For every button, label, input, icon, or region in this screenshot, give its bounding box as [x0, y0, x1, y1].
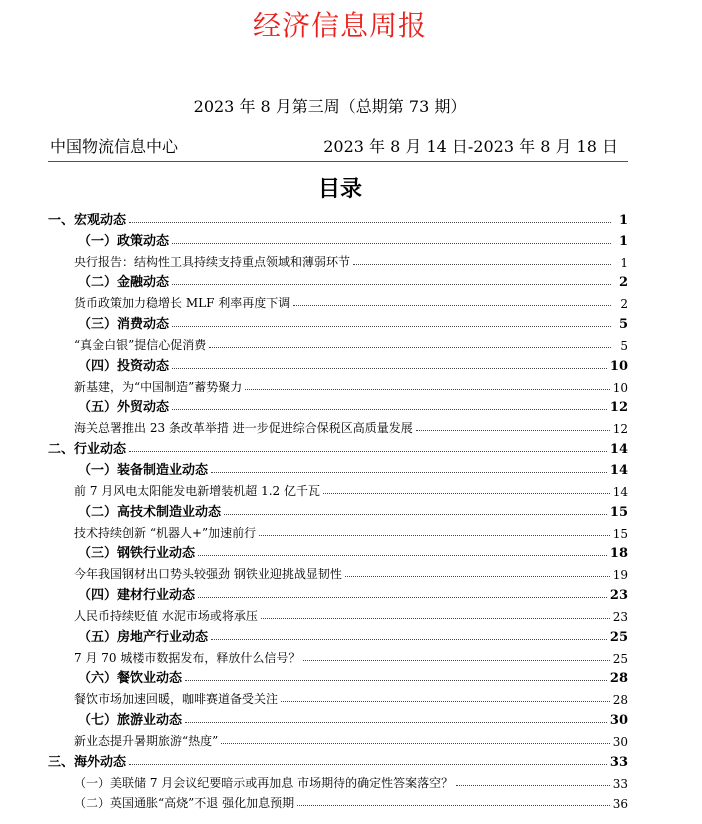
toc-entry[interactable]: [48, 666, 628, 687]
toc-entry-title: 一、宏观动态: [48, 212, 127, 228]
toc-entry[interactable]: [48, 624, 628, 645]
toc-dot-leader: [185, 722, 607, 723]
toc-page-number: 25: [609, 629, 628, 645]
toc-dot-leader: [281, 701, 610, 702]
header-divider: [48, 161, 628, 162]
toc-page-number: 33: [609, 754, 628, 770]
toc-dot-leader: [456, 785, 610, 786]
toc-dot-leader: [303, 660, 609, 661]
toc-page-number: 14: [609, 442, 628, 458]
toc-entry[interactable]: [48, 249, 628, 270]
table-of-contents: [48, 207, 628, 811]
toc-page-number: 12: [609, 400, 628, 416]
toc-entry[interactable]: [48, 332, 628, 353]
toc-dot-leader: [297, 805, 610, 806]
toc-entry[interactable]: [48, 707, 628, 728]
toc-entry-title: 人民币持续贬值 水泥市场或将承压: [74, 608, 258, 623]
toc-entry[interactable]: [48, 749, 628, 770]
toc-entry[interactable]: [48, 686, 628, 707]
toc-entry[interactable]: [48, 499, 628, 520]
toc-entry-title: 今年我国钢材出口势头较强劲 钢铁业迎挑战显韧性: [74, 567, 342, 582]
toc-dot-leader: [172, 326, 611, 327]
toc-dot-leader: [172, 243, 611, 244]
toc-entry[interactable]: [48, 770, 628, 791]
toc-page-number: 18: [609, 546, 628, 562]
toc-entry-title: 二、行业动态: [48, 442, 127, 458]
toc-dot-leader: [198, 555, 607, 556]
toc-dot-leader: [198, 597, 607, 598]
toc-entry[interactable]: [48, 290, 628, 311]
toc-entry-title: 央行报告：结构性工具持续支持重点领域和薄弱环节: [74, 254, 351, 269]
toc-dot-leader: [245, 389, 609, 390]
toc-entry-title: （四）建材行业动态: [78, 588, 196, 604]
toc-entry[interactable]: [48, 270, 628, 291]
toc-entry[interactable]: [48, 436, 628, 457]
toc-entry[interactable]: [48, 207, 628, 228]
toc-entry-title: （二）金融动态: [78, 275, 170, 291]
toc-entry-title: （一）美联储 7 月会议纪要暗示或再加息 市场期待的确定性答案落空？: [74, 775, 454, 790]
toc-page-number: 30: [609, 713, 628, 729]
date-range: 2023 年 8 月 14 日-2023 年 8 月 18 日: [323, 137, 618, 156]
toc-page-number: 12: [612, 422, 628, 437]
toc-page-number: 1: [618, 212, 628, 228]
toc-entry[interactable]: [48, 561, 628, 582]
masthead-title: 经济信息周报: [252, 9, 427, 42]
toc-page-number: 14: [612, 484, 628, 499]
toc-entry-title: （一）政策动态: [78, 233, 170, 249]
toc-page-number: 14: [609, 462, 628, 478]
toc-page-number: 33: [612, 776, 628, 791]
toc-dot-leader: [129, 222, 611, 223]
toc-page-number: 15: [612, 526, 628, 541]
toc-entry[interactable]: [48, 478, 628, 499]
toc-dot-leader: [345, 576, 610, 577]
toc-page-number: 15: [609, 504, 628, 520]
toc-dot-leader: [221, 743, 609, 744]
toc-page-number: 36: [612, 797, 628, 812]
toc-entry[interactable]: [48, 582, 628, 603]
toc-dot-leader: [353, 264, 611, 265]
toc-entry[interactable]: [48, 374, 628, 395]
toc-entry-title: 前 7 月风电太阳能发电新增装机超 1.2 亿千瓦: [74, 483, 320, 498]
toc-dot-leader: [261, 618, 610, 619]
toc-entry[interactable]: [48, 541, 628, 562]
toc-entry-title: 新业态提升暑期旅游“热度”: [74, 733, 219, 748]
toc-entry[interactable]: [48, 415, 628, 436]
toc-entry[interactable]: [48, 353, 628, 374]
toc-page-number: 23: [609, 588, 628, 604]
toc-entry-title: 7 月 70 城楼市数据发布，释放什么信号？: [74, 650, 301, 665]
toc-entry-title: （二）高技术制造业动态: [78, 504, 222, 520]
toc-page-number: 23: [612, 609, 628, 624]
toc-page-number: 5: [618, 317, 628, 333]
toc-entry[interactable]: [48, 457, 628, 478]
toc-entry[interactable]: [48, 728, 628, 749]
toc-entry[interactable]: [48, 791, 628, 812]
toc-dot-leader: [185, 680, 607, 681]
toc-page-number: 19: [612, 568, 628, 583]
toc-page-number: 28: [612, 693, 628, 708]
toc-page-number: 1: [618, 233, 628, 249]
toc-dot-leader: [224, 514, 607, 515]
toc-dot-leader: [129, 451, 607, 452]
toc-page-number: 5: [620, 338, 628, 353]
toc-page-number: 30: [612, 734, 628, 749]
toc-entry-title: 海关总署推出 23 条改革举措 进一步促进综合保税区高质量发展: [74, 421, 413, 436]
toc-entry-title: （一）装备制造业动态: [78, 462, 209, 478]
toc-entry[interactable]: [48, 228, 628, 249]
toc-dot-leader: [416, 430, 610, 431]
toc-dot-leader: [129, 764, 607, 765]
toc-dot-leader: [259, 535, 610, 536]
issue-line: 2023 年 8 月第三周（总期第 73 期）: [193, 97, 467, 116]
toc-entry[interactable]: [48, 395, 628, 416]
toc-entry-title: 餐饮市场加速回暖，咖啡赛道备受关注: [74, 692, 279, 707]
toc-entry[interactable]: [48, 520, 628, 541]
toc-dot-leader: [323, 493, 610, 494]
toc-entry-title: （七）旅游业动态: [78, 713, 183, 729]
toc-entry-title: 三、海外动态: [48, 754, 127, 770]
toc-entry[interactable]: [48, 311, 628, 332]
toc-entry-title: 货币政策加力稳增长 MLF 利率再度下调: [74, 296, 291, 311]
organization-name: 中国物流信息中心: [50, 137, 179, 156]
toc-dot-leader: [293, 305, 611, 306]
toc-entry-title: “真金白银”提信心促消费: [74, 337, 207, 352]
toc-entry-title: （三）消费动态: [78, 317, 170, 333]
toc-page-number: 25: [612, 651, 628, 666]
toc-entry-title: 新基建，为“中国制造”蓄势聚力: [74, 379, 243, 394]
toc-page-number: 10: [609, 358, 628, 374]
toc-entry[interactable]: [48, 603, 628, 624]
toc-dot-leader: [172, 409, 607, 410]
toc-entry-title: （四）投资动态: [78, 358, 170, 374]
toc-dot-leader: [211, 472, 607, 473]
toc-entry-title: （六）餐饮业动态: [78, 671, 183, 687]
toc-entry-title: 技术持续创新 “机器人+”加速前行: [74, 525, 257, 540]
toc-title: 目录: [317, 177, 362, 202]
toc-page-number: 28: [609, 671, 628, 687]
toc-page-number: 2: [620, 297, 628, 312]
toc-entry-title: （二）英国通胀“高烧”不退 强化加息预期: [74, 796, 295, 811]
toc-dot-leader: [172, 368, 607, 369]
toc-dot-leader: [209, 347, 611, 348]
toc-entry-title: （五）外贸动态: [78, 400, 170, 416]
toc-page-number: 2: [618, 275, 628, 291]
toc-entry-title: （三）钢铁行业动态: [78, 546, 196, 562]
toc-page-number: 10: [612, 380, 628, 395]
toc-entry-title: （五）房地产行业动态: [78, 629, 209, 645]
toc-dot-leader: [172, 284, 611, 285]
toc-entry[interactable]: [48, 645, 628, 666]
toc-page-number: 1: [620, 255, 628, 270]
toc-dot-leader: [211, 639, 607, 640]
